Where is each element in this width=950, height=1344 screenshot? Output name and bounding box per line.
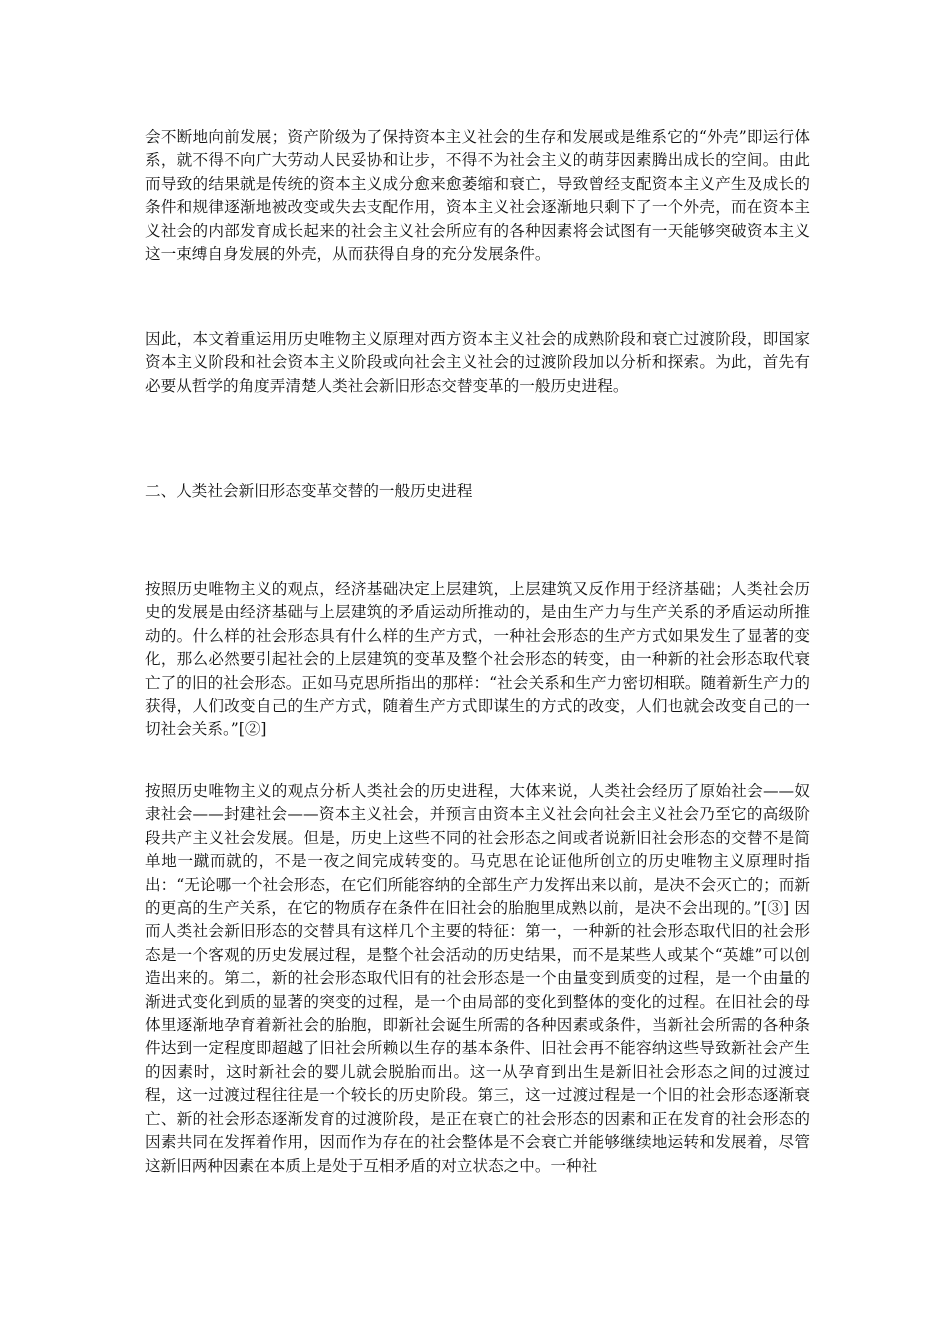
- body-paragraph: 按照历史唯物主义的观点，经济基础决定上层建筑，上层建筑又反作用于经济基础；人类社会历史的发展是由经济基础与上层建筑的矛盾运动所推动的，是由生产力与生产关系的矛盾运动所推动的。什么样的社会形态具有什么样的生产方式，一种社会形态的生产方式如果发生了显著的变化，那么必然要引起社会的上层建筑的变革及整个社会形态的转变，由一种新的社会形态取代衰亡了的旧的社会形态。正如马克思所指出的那样：“社会关系和生产力密切相联。随着新生产力的获得，人们改变自己的生产方式，随着生产方式即谋生的方式的改变，人们也就会改变自己的一切社会关系。”[②]: [145, 580, 810, 739]
- body-paragraph: 按照历史唯物主义的观点分析人类社会的历史进程，大体来说，人类社会经历了原始社会——奴隶社会——封建社会——资本主义社会，并预言由资本主义社会向社会主义社会乃至它的高级阶段共产主义社会发展。但是，历史上这些不同的社会形态之间或者说新旧社会形态的交替不是简单地一蹴而就的，不是一夜之间完成转变的。马克思在论证他所创立的历史唯物主义原理时指出：“无论哪一个社会形态，在它们所能容纳的全部生产力发挥出来以前，是决不会灭亡的；而新的更高的生产关系，在它的物质存在条件在旧社会的胎胞里成熟以前，是决不会出现的。”[③] 因而人类社会新旧形态的交替具有这样几个主要的特征：第一，一种新的社会形态取代旧的社会形态是一个客观的历史发展过程，是整个社会活动的历史结果，而不是某些人或某个“英雄”可以创造出来的。第二，新的社会形态取代旧有的社会形态是一个由量变到质变的过程，是一个由量的渐进式变化到质的显著的突变的过程，是一个由局部的变化到整体的变化的过程。在旧社会的母体里逐渐地孕育着新社会的胎胞，即新社会诞生所需的各种因素或条件，当新社会所需的各种条件达到一定程度即超越了旧社会所赖以生存的基本条件、旧社会再不能容纳这些导致新社会产生的因素时，这时新社会的婴儿就会脱胎而出。这一从孕育到出生是新旧社会形态之间的过渡过程，这一过渡过程往往是一个较长的历史阶段。第三，这一过渡过程是一个旧的社会形态逐渐衰亡、新的社会形态逐渐发育的过渡阶段，是正在衰亡的社会形态的因素和正在发育的社会形态的因素共同在发挥着作用，因而作为存在的社会整体是不会衰亡并能够继续地运转和发展着，尽管这新旧两种因素在本质上是处于互相矛盾的对立状态之中。一种社: [145, 782, 810, 1175]
- body-paragraph: 因此，本文着重运用历史唯物主义原理对西方资本主义社会的成熟阶段和衰亡过渡阶段，即国家资本主义阶段和社会资本主义阶段或向社会主义社会的过渡阶段加以分析和探索。为此，首先有必要从哲学的角度弄清楚人类社会新旧形态交替变革的一般历史进程。: [145, 330, 810, 395]
- section-heading: 二、人类社会新旧形态变革交替的一般历史进程: [145, 482, 473, 500]
- body-paragraph: 会不断地向前发展；资产阶级为了保持资本主义社会的生存和发展或是维系它的“外壳”即运行体系，就不得不向广大劳动人民妥协和让步，不得不为社会主义的萌芽因素腾出成长的空间。由此而导致的结果就是传统的资本主义成分愈来愈萎缩和衰亡，导致曾经支配资本主义产生及成长的条件和规律逐渐地被改变或失去支配作用，资本主义社会逐渐地只剩下了一个外壳，而在资本主义社会的内部发育成长起来的社会主义社会所应有的各种因素将会试图有一天能够突破资本主义这一束缚自身发展的外壳，从而获得自身的充分发展条件。: [145, 128, 810, 264]
